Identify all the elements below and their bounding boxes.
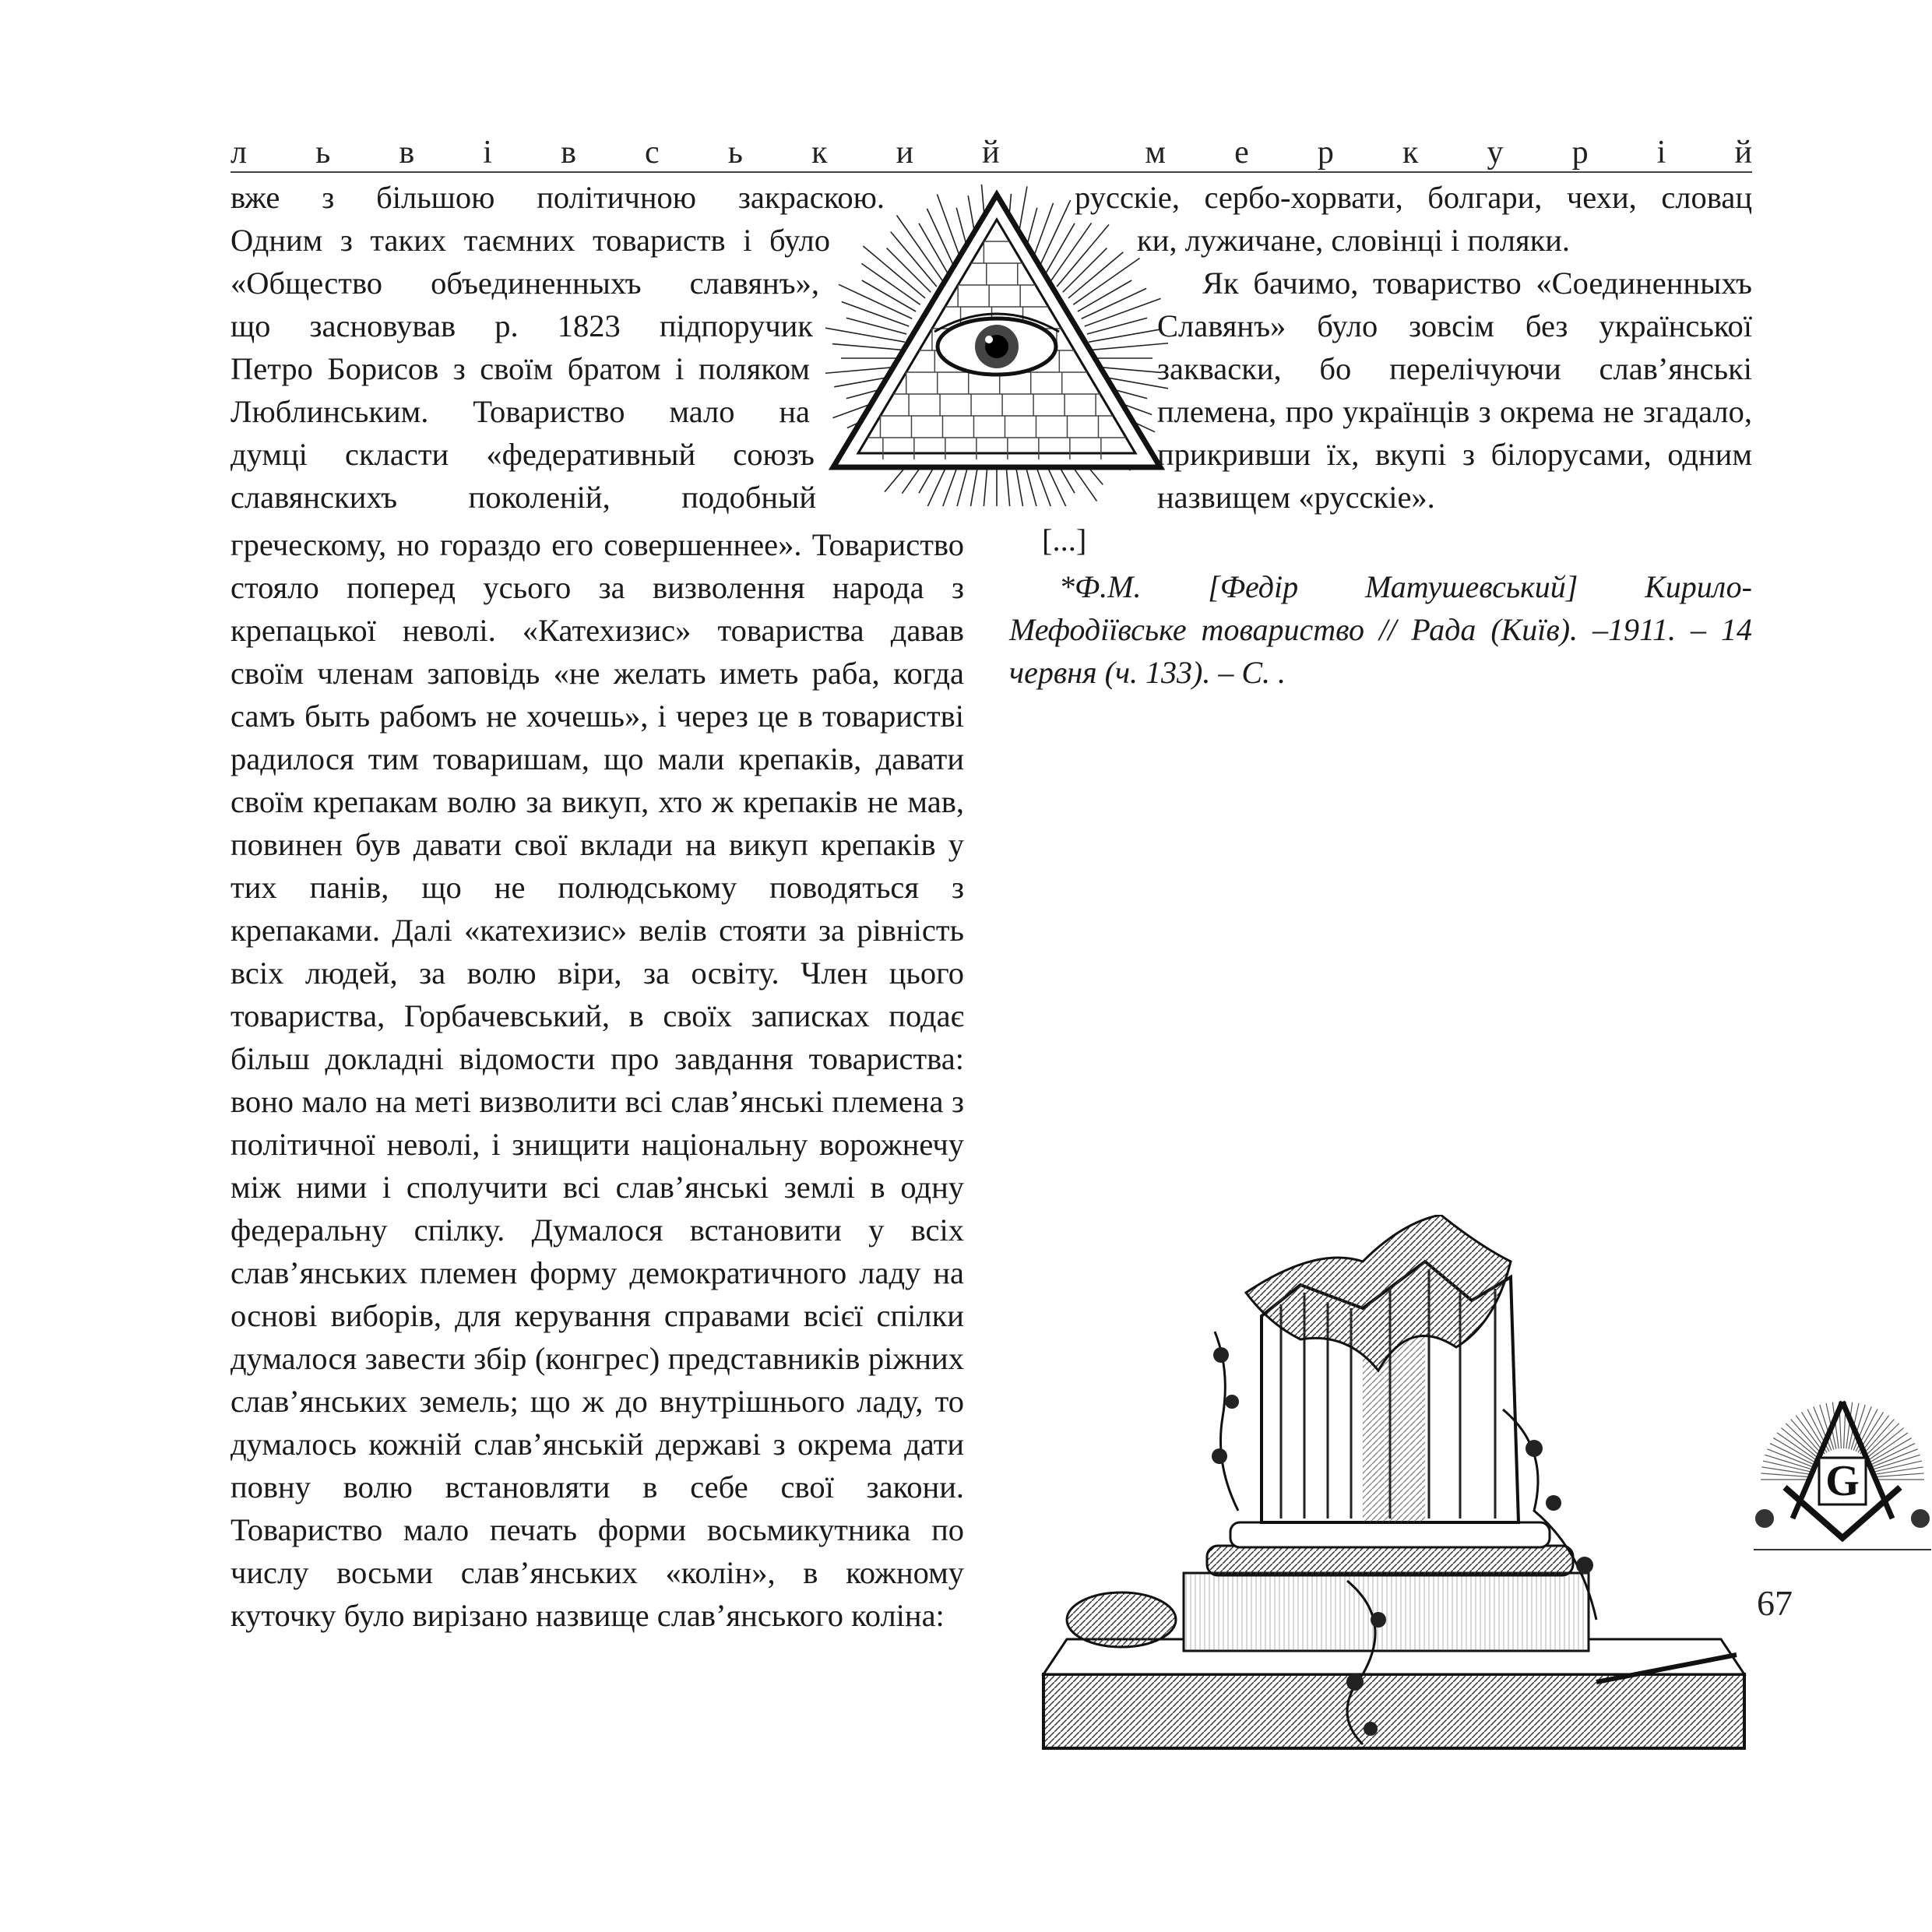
header-letter: и <box>896 135 914 171</box>
text-line: вже з більшою політичною закраскою. <box>231 180 885 215</box>
header-letter: в <box>399 135 415 171</box>
text-line: що засновував р. 1823 підпоручик <box>231 308 813 343</box>
header-letter: р <box>1571 135 1589 171</box>
text-line: славянскихъ поколеній, подобный <box>231 480 816 515</box>
header-letter: р <box>1317 135 1334 171</box>
text-line: Люблинським. Товариство мало на <box>231 394 810 429</box>
text-line: русскіе, сербо-хорвати, болгари, чехи, словац <box>1075 180 1752 215</box>
text-line: Петро Борисов з своїм братом і поляком <box>231 351 810 386</box>
header-letter: е <box>1234 135 1249 171</box>
body-paragraph: греческому, но гораздо его совершеннее». Товариство стояло поперед усього за визволення народа з крепацької неволі. «Катехизис» товариства давав своїм членам заповідь «не желать иметь раба, когда самъ быть рабомъ не хочешь», і через це в товаристві радилося тим товаришам, що мали крепаків, давати своїм крепакам волю за викуп, хто ж крепаків не мав, повинен був давати свої вклади на викуп крепаків у тих панів, що не полюдському поводяться з крепаками. Далі «катехизис» велів стояти за рівність всіх людей, за волю віри, за освіту. Член цього товариства, Горбачевський, в своїх записках подає більш докладні відомости про завдання товариства: воно мало на меті визволити всі слав’янські племена з політичної неволі, і знищити національну ворожнечу між ними і сполучити всі слав’янські землі в одну федеральну спілку. Думалося встановити у всіх слав’янських племен форму демократичного ладу на основі виборів, для керування справами всієї спілки думалося завести збір (конгрес) представників ріжних слав’янських земель; що ж до внутрішнього ладу, то думалось кожній слав’янській державі з окрема дати повну волю встановляти в себе свої закони. Товариство мало печать форми восьмикутника по числу восьми слав’янських «колін», в кожному куточку було вирізано назвище слав’янського коліна: <box>231 527 964 1633</box>
header-letter <box>1068 134 1077 171</box>
header-letter: і <box>1656 135 1666 171</box>
text-line: «Общество объединенныхъ славянъ», <box>231 266 819 301</box>
left-column-main <box>231 523 964 1637</box>
text-line: Одним з таких таємних товариств і було <box>231 223 830 258</box>
text-line: думці скласти «федеративный союзъ <box>231 437 815 472</box>
citation-text: *Ф.М. [Федір Матушевський] Кирило-Мефодіївське товариство // Рада (Київ). –1911. – 14 червня (ч. 133). – С. . <box>1009 569 1752 690</box>
ellipsis: [...] <box>1042 523 1087 558</box>
broken-column-engraving <box>1036 1215 1752 1752</box>
emblem-letter: G <box>1825 1457 1860 1505</box>
header-letter: л <box>231 135 247 171</box>
header-letter: й <box>982 135 1000 171</box>
header-letter: к <box>1402 135 1419 171</box>
header-letter: с <box>645 135 660 171</box>
header-letter: й <box>1734 135 1752 171</box>
header-letter: ь <box>727 135 743 171</box>
citation <box>1009 565 1752 694</box>
header-letter: в <box>561 135 576 171</box>
running-header <box>231 125 1752 171</box>
header-rule <box>231 171 1752 173</box>
header-letter: у <box>1487 135 1504 171</box>
text-line: ки, лужичане, словінці і поляки. <box>1137 223 1571 258</box>
header-letter: ь <box>315 135 331 171</box>
header-letter: і <box>483 135 492 171</box>
body-paragraph: Як бачимо, товариство «Соединенныхъ Славянъ» було зовсім без української закваски, бо перелічуючи слав’янські племена, про українців з окрема не згадало, прикривши їх, вкупі з білорусами, одним назвищем «русскіе». <box>1157 266 1752 515</box>
right-column <box>1009 176 1752 519</box>
header-letter: к <box>811 135 828 171</box>
header-letter: м <box>1145 135 1166 171</box>
page-number: 67 <box>1757 1583 1793 1623</box>
square-and-compass-emblem-icon <box>1754 1394 1931 1554</box>
